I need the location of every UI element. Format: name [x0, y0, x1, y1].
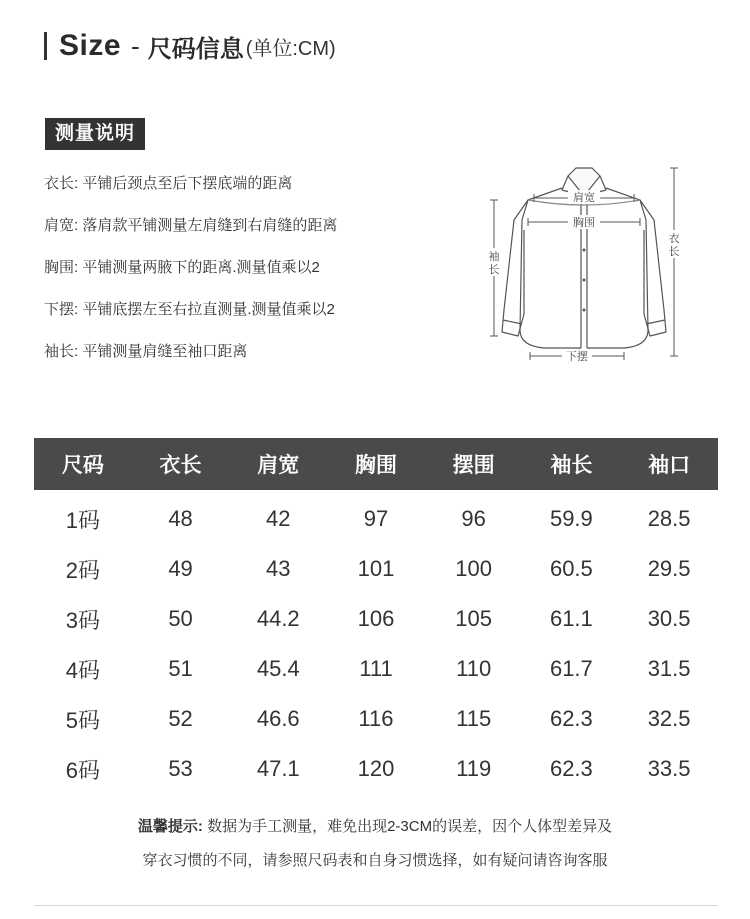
- table-cell: 28.5: [647, 506, 691, 531]
- shirt-outline-icon: [484, 160, 684, 370]
- footer-tip-line-1: [0, 815, 750, 836]
- title-unit: (单位:CM): [245, 37, 336, 60]
- header-cuff: 袖口: [620, 438, 718, 490]
- table-cell: 5码: [65, 707, 100, 733]
- table-cell: 97: [363, 506, 389, 531]
- table-row: [34, 490, 718, 544]
- diagram-label-length-2: 长: [668, 246, 680, 258]
- table-cell: 4码: [65, 657, 100, 683]
- diagram-label-sleeve-1: 袖: [488, 251, 500, 263]
- table-cell: 61.7: [549, 656, 593, 681]
- table-cell: 61.1: [549, 606, 593, 631]
- table-header-row: [34, 438, 718, 490]
- title-accent-bar: [44, 32, 47, 60]
- diagram-label-length-1: 衣: [668, 233, 680, 245]
- header-hem: 摆围: [425, 438, 523, 490]
- table-cell: 48: [168, 506, 193, 531]
- measurement-notes: [44, 170, 337, 380]
- title-english: Size: [59, 29, 122, 62]
- note-shoulder: 肩宽: 落肩款平铺测量左肩缝到右肩缝的距离: [44, 217, 338, 234]
- note-hem: 下摆: 平铺底摆左至右拉直测量.测量值乘以2: [44, 301, 335, 318]
- header-chest: 胸围: [327, 438, 425, 490]
- table-cell: 1码: [65, 507, 100, 533]
- table-cell: 46.6: [256, 706, 300, 731]
- table-cell: 47.1: [256, 756, 300, 781]
- table-cell: 33.5: [647, 756, 691, 781]
- table-cell: 44.2: [256, 606, 300, 631]
- table-cell: 53: [168, 756, 193, 781]
- table-row: [34, 694, 718, 744]
- note-chest: 胸围: 平铺测量两腋下的距离.测量值乘以2: [44, 259, 320, 276]
- table-cell: 29.5: [647, 556, 691, 581]
- table-cell: 62.3: [549, 706, 593, 731]
- table-cell: 49: [168, 556, 193, 581]
- footer-tip-label: 温馨提示:: [137, 818, 203, 835]
- note-sleeve: 袖长: 平铺测量肩缝至袖口距离: [44, 343, 248, 360]
- header-sleeve: 袖长: [523, 438, 621, 490]
- bottom-divider: [34, 905, 718, 906]
- table-cell: 51: [168, 656, 193, 681]
- title-chinese: 尺码信息: [147, 35, 244, 63]
- table-cell: 110: [456, 656, 492, 681]
- diagram-label-hem: 下摆: [566, 351, 588, 363]
- table-cell: 100: [455, 556, 493, 581]
- table-cell: 31.5: [647, 656, 691, 681]
- diagram-label-chest: 胸围: [573, 217, 595, 229]
- table-cell: 116: [358, 706, 394, 731]
- size-table: [34, 438, 718, 794]
- table-cell: 32.5: [647, 706, 691, 731]
- table-cell: 50: [168, 606, 193, 631]
- table-cell: 119: [456, 756, 492, 781]
- page-title: [44, 28, 336, 64]
- table-cell: 59.9: [549, 506, 593, 531]
- table-cell: 120: [357, 756, 395, 781]
- table-cell: 3码: [65, 607, 100, 633]
- table-cell: 106: [357, 606, 395, 631]
- diagram-label-sleeve-2: 长: [488, 264, 500, 276]
- header-size: 尺码: [34, 438, 132, 490]
- measurement-section-label: 测量说明: [45, 118, 145, 150]
- diagram-label-shoulder: 肩宽: [573, 192, 595, 204]
- table-cell: 96: [461, 506, 486, 531]
- note-length: 衣长: 平铺后颈点至后下摆底端的距离: [44, 175, 293, 192]
- header-length: 衣长: [132, 438, 230, 490]
- title-dash: -: [131, 30, 140, 61]
- footer-tip-text-1: 数据为手工测量，难免出现2-3CM的误差，因个人体型差异及: [207, 818, 613, 835]
- table-row: [34, 644, 718, 694]
- table-cell: 111: [359, 656, 393, 681]
- table-cell: 45.4: [256, 656, 300, 681]
- table-cell: 60.5: [549, 556, 593, 581]
- header-shoulder: 肩宽: [229, 438, 327, 490]
- table-cell: 52: [168, 706, 193, 731]
- table-cell: 42: [266, 506, 291, 531]
- table-cell: 43: [266, 556, 291, 581]
- table-cell: 30.5: [647, 606, 691, 631]
- table-cell: 115: [456, 706, 492, 731]
- table-cell: 62.3: [549, 756, 593, 781]
- table-row: [34, 744, 718, 794]
- table-row: [34, 544, 718, 594]
- table-cell: 2码: [65, 557, 100, 583]
- footer-tip-line-2: 穿衣习惯的不同，请参照尺码表和自身习惯选择，如有疑问请咨询客服: [142, 852, 608, 869]
- table-cell: 6码: [65, 757, 100, 783]
- table-row: [34, 594, 718, 644]
- table-cell: 101: [357, 556, 395, 581]
- table-cell: 105: [455, 606, 493, 631]
